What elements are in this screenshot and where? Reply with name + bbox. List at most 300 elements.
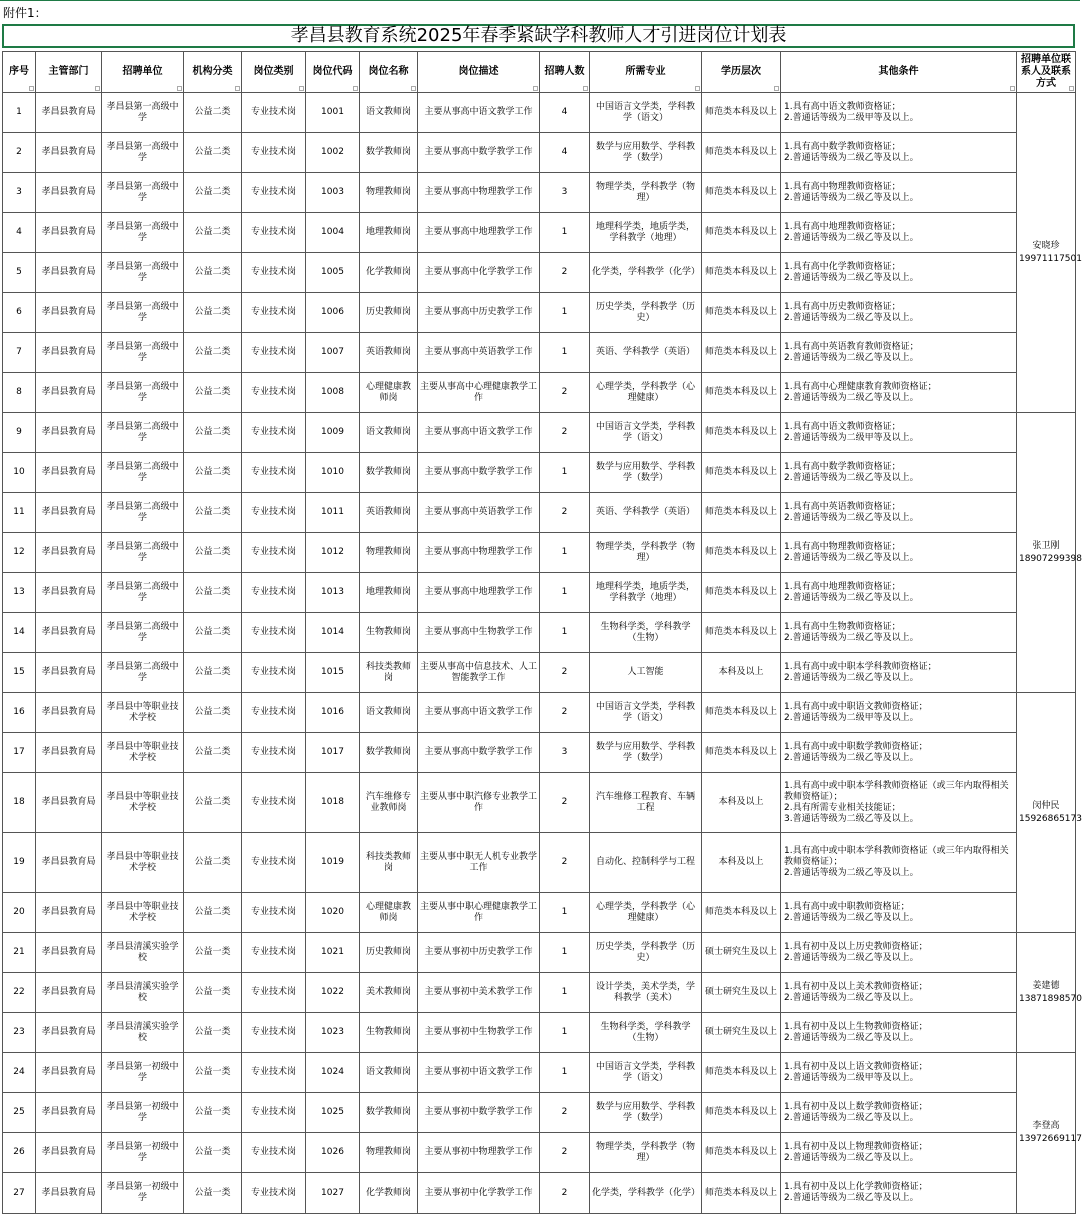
filter-dropdown-icon[interactable] (177, 86, 182, 91)
post-name-cell: 语文教师岗 (360, 1053, 418, 1093)
required-major-cell: 化学类，学科教学（化学） (590, 1173, 702, 1214)
condition-line: 3.普通话等级为二级乙等及以上。 (784, 813, 919, 824)
serial-number-cell: 21 (3, 933, 36, 973)
condition-line: 1.具有高中或中职语文教师资格证； (784, 701, 928, 712)
other-conditions-cell (781, 1093, 1017, 1133)
condition-line: 1.具有高中英语教育教师资格证； (784, 341, 919, 352)
contact-cell (1017, 93, 1082, 413)
employer-unit-cell: 孝昌县第一初级中学 (102, 1093, 184, 1133)
institution-class-cell: 公益二类 (184, 453, 242, 493)
department-cell: 孝昌县教育局 (36, 733, 102, 773)
table-row (3, 613, 1076, 653)
employer-unit-cell: 孝昌县中等职业技术学校 (102, 693, 184, 733)
required-major-cell: 中国语言文学类，学科教学（语文） (590, 693, 702, 733)
table-row (3, 533, 1076, 573)
post-category-cell: 专业技术岗 (242, 533, 306, 573)
column-header (242, 52, 306, 93)
institution-class-cell: 公益二类 (184, 253, 242, 293)
serial-number-cell: 22 (3, 973, 36, 1013)
post-description-cell: 主要从事高中英语教学工作 (418, 493, 540, 533)
education-level-cell: 师范类本科及以上 (702, 493, 781, 533)
table-row (3, 1053, 1076, 1093)
post-name-cell: 汽车维修专业教师岗 (360, 773, 418, 833)
post-code-cell: 1018 (306, 773, 360, 833)
contact-name: 李登高 (1032, 1121, 1060, 1131)
condition-line: 1.具有高中心理健康教育教师资格证； (784, 381, 937, 392)
condition-line: 1.具有高中地理教师资格证； (784, 581, 901, 592)
post-category-cell: 专业技术岗 (242, 133, 306, 173)
contact-phone: 13972669117 (1019, 1134, 1082, 1144)
post-name-cell: 美术教师岗 (360, 973, 418, 1013)
post-name-cell: 数学教师岗 (360, 453, 418, 493)
condition-line: 1.具有高中数学教师资格证； (784, 141, 901, 152)
education-level-cell: 师范类本科及以上 (702, 293, 781, 333)
education-level-cell: 本科及以上 (702, 773, 781, 833)
post-description-cell: 主要从事高中语文教学工作 (418, 693, 540, 733)
other-conditions-cell (781, 333, 1017, 373)
hiring-count-cell: 2 (540, 253, 590, 293)
department-cell: 孝昌县教育局 (36, 133, 102, 173)
required-major-cell: 英语、学科教学（英语） (590, 333, 702, 373)
employer-unit-cell: 孝昌县中等职业技术学校 (102, 733, 184, 773)
institution-class-cell: 公益一类 (184, 1013, 242, 1053)
column-header (702, 52, 781, 93)
other-conditions-cell (781, 413, 1017, 453)
employer-unit-cell: 孝昌县中等职业技术学校 (102, 893, 184, 933)
filter-dropdown-icon[interactable] (299, 86, 304, 91)
education-level-cell: 硕士研究生及以上 (702, 973, 781, 1013)
serial-number-cell: 25 (3, 1093, 36, 1133)
other-conditions-cell (781, 933, 1017, 973)
hiring-count-cell: 3 (540, 173, 590, 213)
post-name-cell: 化学教师岗 (360, 253, 418, 293)
post-name-cell: 英语教师岗 (360, 493, 418, 533)
contact-name: 安晓珍 (1032, 240, 1060, 251)
hiring-count-cell: 4 (540, 93, 590, 133)
table-row (3, 933, 1076, 973)
column-header (540, 52, 590, 93)
serial-number-cell: 8 (3, 373, 36, 413)
serial-number-cell: 16 (3, 693, 36, 733)
education-level-cell: 师范类本科及以上 (702, 573, 781, 613)
column-header-label: 机构分类 (192, 66, 233, 77)
serial-number-cell: 2 (3, 133, 36, 173)
hiring-count-cell: 1 (540, 1013, 590, 1053)
other-conditions-cell (781, 1133, 1017, 1173)
condition-line: 1.具有高中语文教师资格证； (784, 101, 901, 112)
column-header (102, 52, 184, 93)
table-row (3, 693, 1076, 733)
table-row (3, 973, 1076, 1013)
condition-line: 1.具有高中或中职本学科教师资格证（或三年内取得相关教师资格证）； (784, 846, 1009, 867)
required-major-cell: 设计学类，美术学类，学科教学（美术） (590, 973, 702, 1013)
filter-dropdown-icon[interactable] (533, 86, 538, 91)
post-code-cell: 1027 (306, 1173, 360, 1214)
post-name-cell: 数学教师岗 (360, 733, 418, 773)
table-row (3, 293, 1076, 333)
post-code-cell: 1019 (306, 833, 360, 893)
education-level-cell: 师范类本科及以上 (702, 173, 781, 213)
post-category-cell: 专业技术岗 (242, 1173, 306, 1214)
department-cell: 孝昌县教育局 (36, 213, 102, 253)
required-major-cell: 物理学类，学科教学（物理） (590, 1133, 702, 1173)
education-level-cell: 师范类本科及以上 (702, 213, 781, 253)
post-code-cell: 1022 (306, 973, 360, 1013)
post-category-cell: 专业技术岗 (242, 253, 306, 293)
condition-line: 1.具有初中及以上化学教师资格证； (784, 1182, 928, 1192)
filter-dropdown-icon[interactable] (411, 86, 416, 91)
institution-class-cell: 公益一类 (184, 1173, 242, 1214)
filter-dropdown-icon[interactable] (235, 86, 240, 91)
condition-line: 2.普通话等级为二级乙等及以上。 (784, 272, 919, 283)
filter-dropdown-icon[interactable] (583, 86, 588, 91)
required-major-cell: 化学类，学科教学（化学） (590, 253, 702, 293)
hiring-count-cell: 2 (540, 1093, 590, 1133)
hiring-count-cell: 3 (540, 733, 590, 773)
column-header (781, 52, 1017, 93)
employer-unit-cell: 孝昌县第一高级中学 (102, 293, 184, 333)
table-row (3, 1013, 1076, 1053)
other-conditions-cell (781, 1013, 1017, 1053)
other-conditions-cell (781, 773, 1017, 833)
hiring-count-cell: 1 (540, 213, 590, 253)
contact-phone: 19971117501 (1019, 253, 1082, 264)
hiring-count-cell: 2 (540, 373, 590, 413)
employer-unit-cell: 孝昌县第一高级中学 (102, 173, 184, 213)
education-level-cell: 师范类本科及以上 (702, 893, 781, 933)
employer-unit-cell: 孝昌县第二高级中学 (102, 413, 184, 453)
other-conditions-cell (781, 453, 1017, 493)
institution-class-cell: 公益二类 (184, 733, 242, 773)
condition-line: 1.具有初中及以上数学教师资格证； (784, 1101, 928, 1112)
department-cell: 孝昌县教育局 (36, 413, 102, 453)
other-conditions-cell (781, 493, 1017, 533)
table-row (3, 173, 1076, 213)
post-name-cell: 物理教师岗 (360, 1133, 418, 1173)
serial-number-cell: 23 (3, 1013, 36, 1053)
post-category-cell: 专业技术岗 (242, 293, 306, 333)
serial-number-cell: 3 (3, 173, 36, 213)
other-conditions-cell (781, 733, 1017, 773)
column-header-label: 学历层次 (721, 66, 761, 77)
serial-number-cell: 11 (3, 493, 36, 533)
serial-number-cell: 24 (3, 1053, 36, 1093)
table-row (3, 1173, 1076, 1214)
post-description-cell: 主要从事高中历史教学工作 (418, 293, 540, 333)
post-code-cell: 1024 (306, 1053, 360, 1093)
column-header (418, 52, 540, 93)
post-code-cell: 1014 (306, 613, 360, 653)
column-header (306, 52, 360, 93)
other-conditions-cell (781, 293, 1017, 333)
hiring-count-cell: 1 (540, 893, 590, 933)
post-name-cell: 数学教师岗 (360, 133, 418, 173)
post-code-cell: 1015 (306, 653, 360, 693)
post-description-cell: 主要从事高中物理教学工作 (418, 533, 540, 573)
post-description-cell: 主要从事中职心理健康教学工作 (418, 893, 540, 933)
column-header-label: 其他条件 (878, 66, 919, 77)
condition-line: 2.普通话等级为二级乙等及以上。 (784, 152, 919, 163)
required-major-cell: 心理学类，学科教学（心理健康） (590, 893, 702, 933)
post-code-cell: 1004 (306, 213, 360, 253)
serial-number-cell: 4 (3, 213, 36, 253)
department-cell: 孝昌县教育局 (36, 173, 102, 213)
other-conditions-cell (781, 93, 1017, 133)
education-level-cell: 师范类本科及以上 (702, 733, 781, 773)
filter-dropdown-icon[interactable] (774, 86, 779, 91)
column-header-label: 岗位名称 (368, 66, 409, 77)
education-level-cell: 师范类本科及以上 (702, 453, 781, 493)
hiring-count-cell: 2 (540, 653, 590, 693)
post-description-cell: 主要从事初中语文教学工作 (418, 1053, 540, 1093)
department-cell: 孝昌县教育局 (36, 973, 102, 1013)
contact-name: 闵仲民 (1032, 800, 1060, 811)
education-level-cell: 师范类本科及以上 (702, 93, 781, 133)
table-row (3, 773, 1076, 833)
filter-dropdown-icon[interactable] (695, 86, 700, 91)
post-category-cell: 专业技术岗 (242, 493, 306, 533)
serial-number-cell: 1 (3, 93, 36, 133)
department-cell: 孝昌县教育局 (36, 833, 102, 893)
serial-number-cell: 27 (3, 1173, 36, 1214)
institution-class-cell: 公益一类 (184, 1053, 242, 1093)
post-name-cell: 心理健康教师岗 (360, 893, 418, 933)
post-code-cell: 1006 (306, 293, 360, 333)
contact-phone: 18907299398 (1019, 553, 1082, 564)
serial-number-cell: 9 (3, 413, 36, 453)
employer-unit-cell: 孝昌县清溪实验学校 (102, 1013, 184, 1053)
post-description-cell: 主要从事初中生物教学工作 (418, 1013, 540, 1053)
post-description-cell: 主要从事高中心理健康教学工作 (418, 373, 540, 413)
filter-dropdown-icon[interactable] (353, 86, 358, 91)
condition-line: 2.普通话等级为二级乙等及以上。 (784, 992, 919, 1003)
table-row (3, 493, 1076, 533)
table-body (3, 93, 1082, 1214)
serial-number-cell: 18 (3, 773, 36, 833)
condition-line: 2.普通话等级为二级乙等及以上。 (784, 672, 919, 683)
condition-line: 2.普通话等级为二级乙等及以上。 (784, 1152, 919, 1163)
hiring-count-cell: 2 (540, 833, 590, 893)
condition-line: 1.具有高中或中职本学科教师资格证； (784, 661, 937, 672)
page-title: 孝昌县教育系统2025年春季紧缺学科教师人才引进岗位计划表 (2, 24, 1075, 48)
table-row (3, 453, 1076, 493)
table-row (3, 373, 1076, 413)
post-name-cell: 科技类教师岗 (360, 653, 418, 693)
condition-line: 1.具有高中物理教师资格证； (784, 541, 901, 552)
post-name-cell: 物理教师岗 (360, 173, 418, 213)
required-major-cell: 物理学类，学科教学（物理） (590, 533, 702, 573)
table-row (3, 893, 1076, 933)
department-cell: 孝昌县教育局 (36, 373, 102, 413)
serial-number-cell: 19 (3, 833, 36, 893)
post-code-cell: 1002 (306, 133, 360, 173)
post-category-cell: 专业技术岗 (242, 373, 306, 413)
other-conditions-cell (781, 653, 1017, 693)
other-conditions-cell (781, 373, 1017, 413)
post-code-cell: 1013 (306, 573, 360, 613)
department-cell: 孝昌县教育局 (36, 453, 102, 493)
column-header-label: 招聘人数 (544, 66, 585, 77)
table-row (3, 833, 1076, 893)
post-description-cell: 主要从事高中信息技术、人工智能教学工作 (418, 653, 540, 693)
employer-unit-cell: 孝昌县第一高级中学 (102, 373, 184, 413)
education-level-cell: 师范类本科及以上 (702, 693, 781, 733)
other-conditions-cell (781, 213, 1017, 253)
column-header-label: 岗位代码 (312, 66, 353, 77)
required-major-cell: 数学与应用数学、学科教学（数学） (590, 453, 702, 493)
post-code-cell: 1023 (306, 1013, 360, 1053)
education-level-cell: 硕士研究生及以上 (702, 933, 781, 973)
education-level-cell: 师范类本科及以上 (702, 333, 781, 373)
post-name-cell: 数学教师岗 (360, 1093, 418, 1133)
serial-number-cell: 7 (3, 333, 36, 373)
condition-line: 2.普通话等级为二级乙等及以上。 (784, 312, 919, 323)
post-category-cell: 专业技术岗 (242, 213, 306, 253)
hiring-count-cell: 2 (540, 413, 590, 453)
department-cell: 孝昌县教育局 (36, 533, 102, 573)
hiring-count-cell: 1 (540, 1053, 590, 1093)
post-name-cell: 语文教师岗 (360, 413, 418, 453)
post-description-cell: 主要从事初中历史教学工作 (418, 933, 540, 973)
employer-unit-cell: 孝昌县第二高级中学 (102, 493, 184, 533)
condition-line: 2.普通话等级为二级乙等及以上。 (784, 632, 919, 643)
post-name-cell: 生物教师岗 (360, 1013, 418, 1053)
required-major-cell: 中国语言文学类，学科教学（语文） (590, 1053, 702, 1093)
condition-line: 1.具有高中语文教师资格证； (784, 421, 901, 432)
employer-unit-cell: 孝昌县第二高级中学 (102, 533, 184, 573)
table-row (3, 1093, 1076, 1133)
employer-unit-cell: 孝昌县第一高级中学 (102, 333, 184, 373)
post-category-cell: 专业技术岗 (242, 413, 306, 453)
post-code-cell: 1010 (306, 453, 360, 493)
institution-class-cell: 公益二类 (184, 213, 242, 253)
other-conditions-cell (781, 1053, 1017, 1093)
post-code-cell: 1007 (306, 333, 360, 373)
filter-dropdown-icon[interactable] (95, 86, 100, 91)
condition-line: 2.普通话等级为二级乙等及以上。 (784, 868, 919, 878)
institution-class-cell: 公益一类 (184, 1093, 242, 1133)
institution-class-cell: 公益二类 (184, 133, 242, 173)
employer-unit-cell: 孝昌县第一初级中学 (102, 1133, 184, 1173)
condition-line: 2.普通话等级为二级乙等及以上。 (784, 952, 919, 963)
post-code-cell: 1005 (306, 253, 360, 293)
hiring-count-cell: 1 (540, 293, 590, 333)
required-major-cell: 汽车维修工程教育、车辆工程 (590, 773, 702, 833)
post-name-cell: 地理教师岗 (360, 213, 418, 253)
post-name-cell: 英语教师岗 (360, 333, 418, 373)
other-conditions-cell (781, 173, 1017, 213)
attachment-label: 附件1： (3, 6, 47, 20)
condition-line: 2.普通话等级为二级乙等及以上。 (784, 752, 919, 763)
filter-dropdown-icon[interactable] (1010, 86, 1015, 91)
hiring-count-cell: 1 (540, 613, 590, 653)
condition-line: 1.具有高中物理教师资格证； (784, 181, 901, 192)
hiring-count-cell: 2 (540, 693, 590, 733)
department-cell: 孝昌县教育局 (36, 893, 102, 933)
department-cell: 孝昌县教育局 (36, 1053, 102, 1093)
column-header-label: 序号 (9, 66, 29, 77)
education-level-cell: 本科及以上 (702, 833, 781, 893)
post-name-cell: 地理教师岗 (360, 573, 418, 613)
required-major-cell: 心理学类，学科教学（心理健康） (590, 373, 702, 413)
post-category-cell: 专业技术岗 (242, 613, 306, 653)
condition-line: 2.普通话等级为二级乙等及以上。 (784, 1193, 919, 1203)
column-header-label: 岗位类别 (253, 66, 294, 77)
post-name-cell: 化学教师岗 (360, 1173, 418, 1214)
condition-line: 1.具有初中及以上生物教师资格证； (784, 1021, 928, 1032)
filter-dropdown-icon[interactable] (1069, 86, 1074, 91)
column-header (3, 52, 36, 93)
column-header-label: 所需专业 (625, 66, 666, 77)
required-major-cell: 地理科学类，地质学类，学科教学（地理） (590, 213, 702, 253)
column-header (1017, 52, 1076, 93)
institution-class-cell: 公益二类 (184, 653, 242, 693)
post-category-cell: 专业技术岗 (242, 173, 306, 213)
contact-cell (1017, 1053, 1082, 1214)
post-category-cell: 专业技术岗 (242, 893, 306, 933)
post-category-cell: 专业技术岗 (242, 653, 306, 693)
education-level-cell: 师范类本科及以上 (702, 373, 781, 413)
education-level-cell: 师范类本科及以上 (702, 1133, 781, 1173)
serial-number-cell: 5 (3, 253, 36, 293)
condition-line: 2.普通话等级为二级乙等及以上。 (784, 1112, 919, 1123)
post-description-cell: 主要从事初中物理教学工作 (418, 1133, 540, 1173)
other-conditions-cell (781, 533, 1017, 573)
post-description-cell: 主要从事高中数学教学工作 (418, 453, 540, 493)
institution-class-cell: 公益二类 (184, 333, 242, 373)
department-cell: 孝昌县教育局 (36, 93, 102, 133)
post-description-cell: 主要从事初中美术教学工作 (418, 973, 540, 1013)
department-cell: 孝昌县教育局 (36, 573, 102, 613)
post-name-cell: 语文教师岗 (360, 93, 418, 133)
education-level-cell: 师范类本科及以上 (702, 1173, 781, 1214)
condition-line: 1.具有初中及以上语文教师资格证； (784, 1061, 928, 1072)
institution-class-cell: 公益一类 (184, 933, 242, 973)
other-conditions-cell (781, 973, 1017, 1013)
condition-line: 1.具有初中及以上物理教师资格证； (784, 1141, 928, 1152)
column-header (590, 52, 702, 93)
education-level-cell: 师范类本科及以上 (702, 533, 781, 573)
post-code-cell: 1011 (306, 493, 360, 533)
top-border-line (0, 0, 1080, 1)
department-cell: 孝昌县教育局 (36, 493, 102, 533)
other-conditions-cell (781, 893, 1017, 933)
table-row (3, 333, 1076, 373)
other-conditions-cell (781, 253, 1017, 293)
hiring-count-cell: 1 (540, 333, 590, 373)
post-code-cell: 1025 (306, 1093, 360, 1133)
condition-line: 2.普通话等级为二级乙等及以上。 (784, 1032, 919, 1043)
table-row (3, 213, 1076, 253)
department-cell: 孝昌县教育局 (36, 293, 102, 333)
serial-number-cell: 15 (3, 653, 36, 693)
employer-unit-cell: 孝昌县清溪实验学校 (102, 933, 184, 973)
condition-line: 1.具有高中或中职本学科教师资格证（或三年内取得相关教师资格证）； (784, 780, 1009, 802)
post-category-cell: 专业技术岗 (242, 1013, 306, 1053)
filter-dropdown-icon[interactable] (29, 86, 34, 91)
post-code-cell: 1001 (306, 93, 360, 133)
hiring-count-cell: 4 (540, 133, 590, 173)
serial-number-cell: 12 (3, 533, 36, 573)
condition-line: 1.具有高中生物教师资格证； (784, 621, 901, 632)
post-category-cell: 专业技术岗 (242, 1053, 306, 1093)
post-code-cell: 1016 (306, 693, 360, 733)
department-cell: 孝昌县教育局 (36, 933, 102, 973)
required-major-cell: 英语、学科教学（英语） (590, 493, 702, 533)
post-name-cell: 生物教师岗 (360, 613, 418, 653)
column-header (360, 52, 418, 93)
institution-class-cell: 公益二类 (184, 293, 242, 333)
